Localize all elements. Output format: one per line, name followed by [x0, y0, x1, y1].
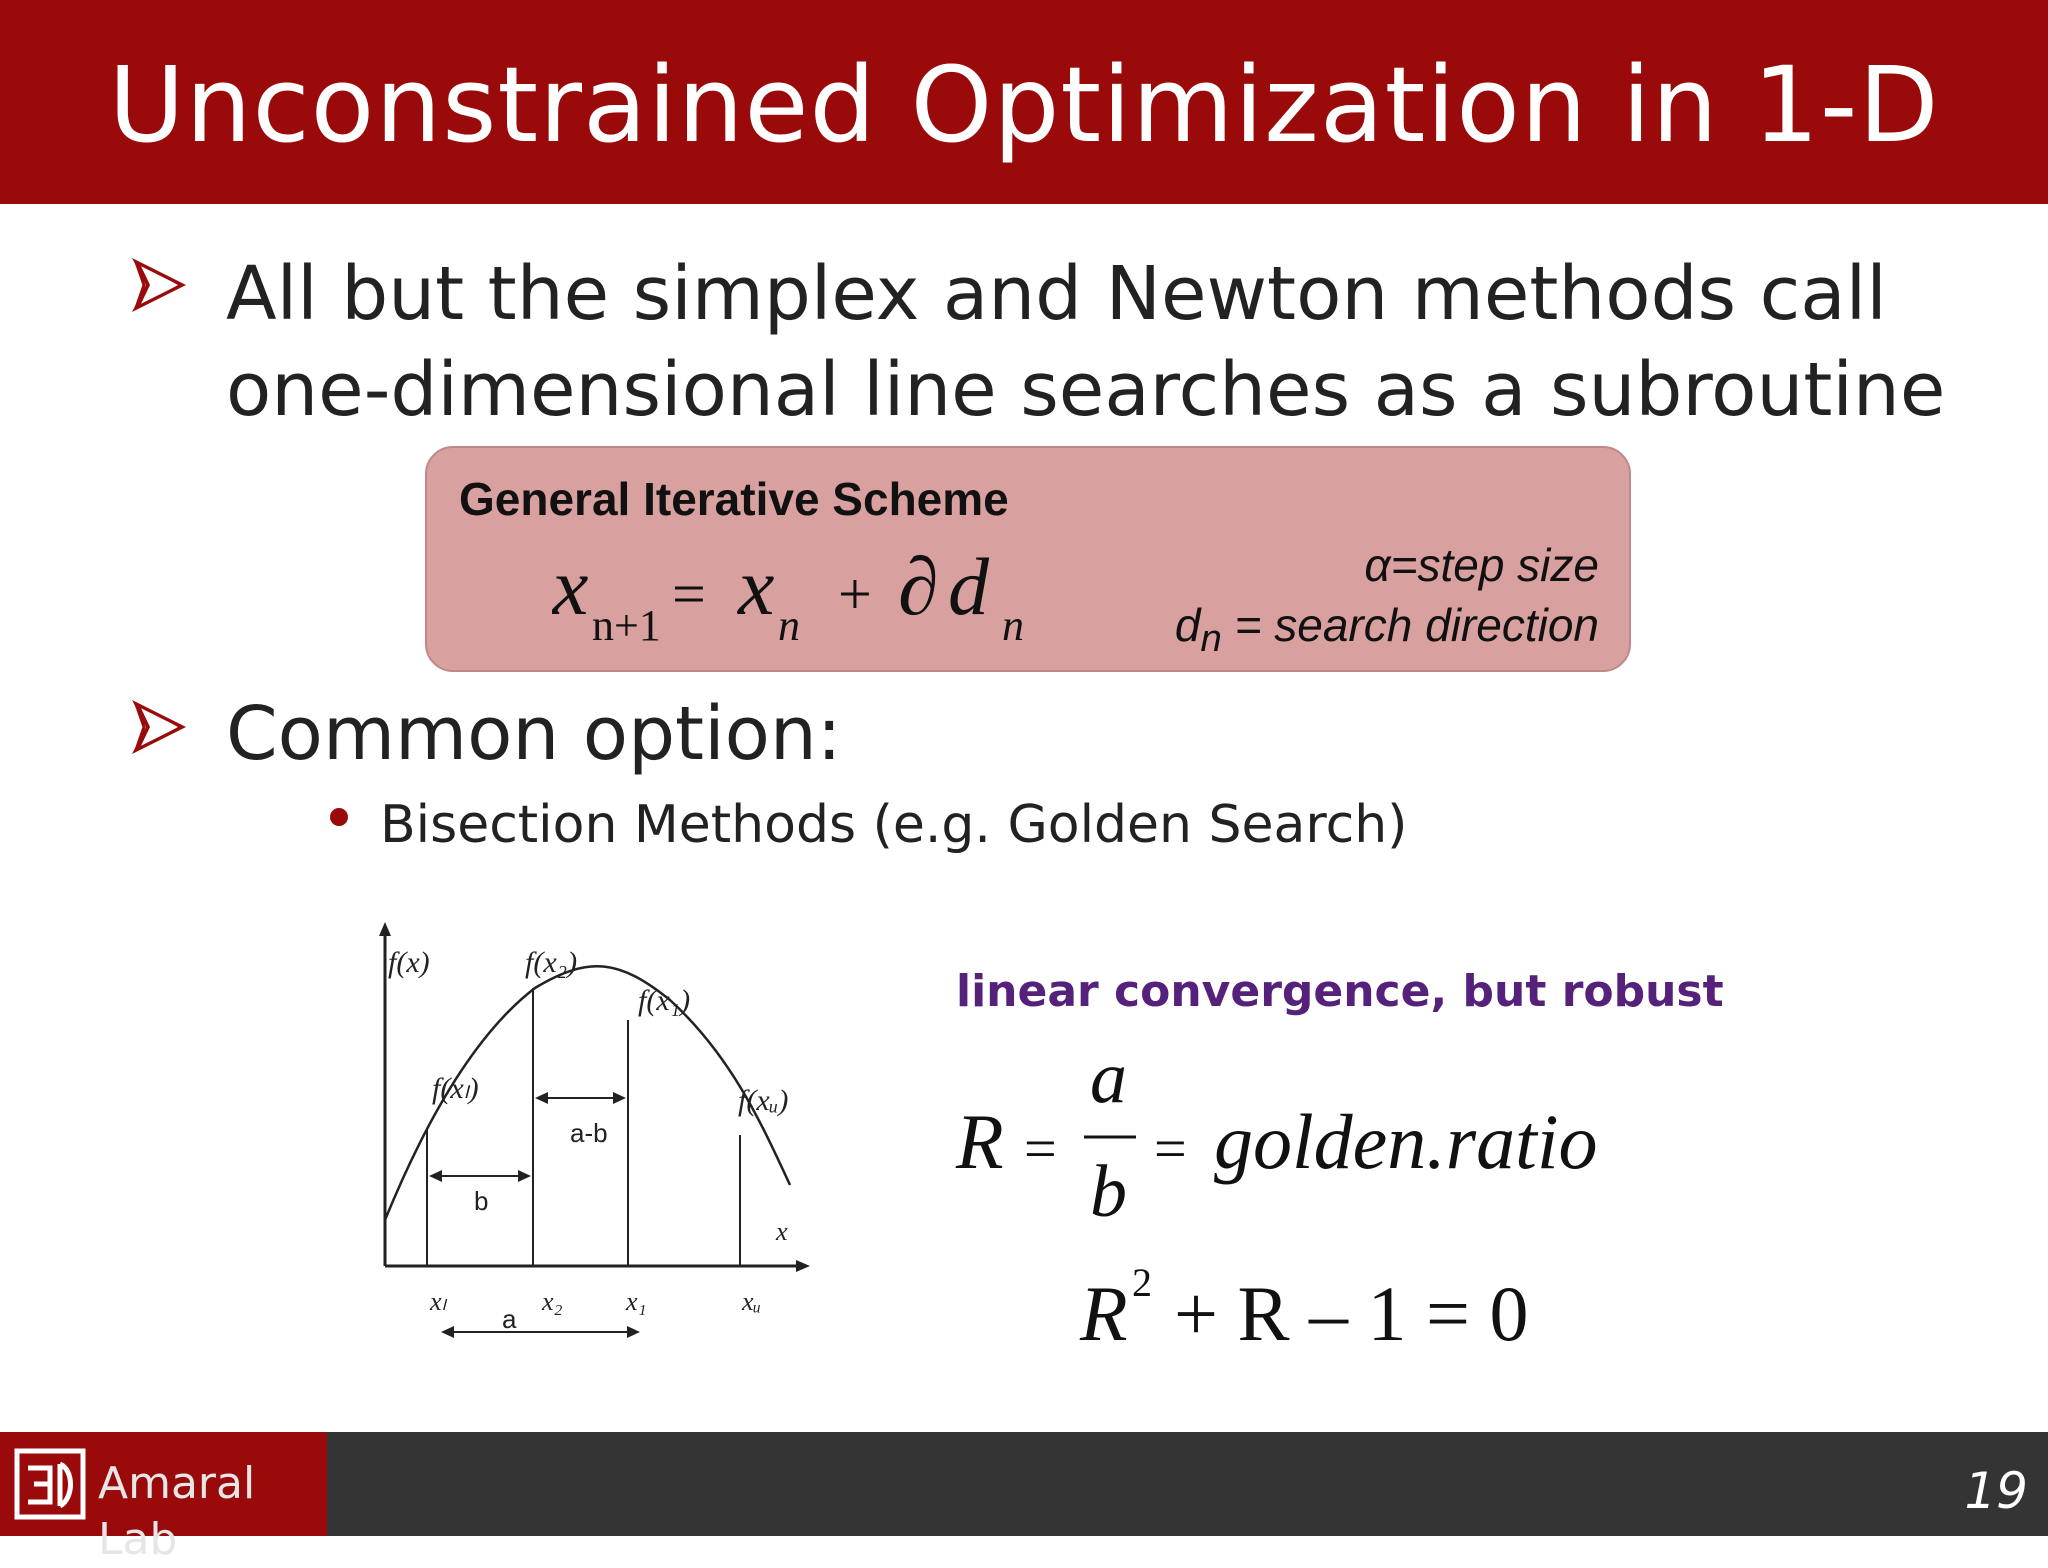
eq-alpha: ∂	[898, 541, 939, 632]
eq1-numerator: a	[1090, 1040, 1127, 1119]
footer-brand	[0, 1432, 327, 1565]
slide-title: Unconstrained Optimization in 1-D	[108, 44, 1940, 166]
brand-name: Amaral Lab	[98, 1458, 256, 1565]
tick-x1: x₁	[626, 1287, 647, 1316]
label-b: b	[474, 1186, 489, 1216]
label-a: a	[502, 1304, 517, 1334]
eq2-rest: + R – 1 = 0	[1174, 1270, 1529, 1357]
iterative-scheme-equation	[552, 532, 1072, 652]
label-f-xu: f(xᵤ)	[738, 1084, 789, 1117]
eq-x: x	[552, 541, 589, 632]
arrow-bullet-icon	[128, 696, 188, 758]
eq-xn: x	[738, 541, 775, 632]
iterative-scheme-box	[425, 446, 1631, 672]
convergence-label: linear convergence, but robust	[956, 966, 1724, 1017]
golden-ratio-equation	[950, 1040, 1630, 1240]
note-d: d	[1174, 599, 1201, 651]
eq-d: d	[948, 541, 989, 632]
eq1-equals-2: =	[1154, 1116, 1187, 1181]
eq1-R: R	[956, 1098, 1004, 1185]
eq-sub-n2: n	[1002, 601, 1024, 650]
amaral-lab-logo-icon	[14, 1448, 86, 1520]
eq-sub-n: n	[778, 601, 800, 650]
bullet-text-2: Common option:	[226, 691, 842, 777]
arrow-bullet-icon	[128, 254, 188, 316]
label-a-minus-b: a-b	[570, 1118, 608, 1148]
label-x-axis: x	[776, 1217, 788, 1246]
eq1-denominator: b	[1090, 1151, 1127, 1233]
footer-bar	[0, 1432, 2048, 1565]
eq-plus: +	[838, 561, 872, 627]
eq1-golden-ratio: golden.ratio	[1214, 1098, 1598, 1185]
tick-x2: x₂	[542, 1287, 563, 1316]
eq1-equals: =	[1024, 1116, 1057, 1181]
note-d-sub: n	[1200, 617, 1222, 661]
eq2-exponent: 2	[1132, 1260, 1152, 1305]
sub-bullet-dot	[330, 808, 348, 826]
quadratic-equation	[1070, 1250, 1530, 1360]
label-f-x: f(x)	[388, 946, 430, 979]
y-axis-arrow	[379, 922, 391, 936]
eq-equals: =	[672, 561, 706, 627]
eq2-R: R	[1080, 1270, 1128, 1357]
note-rest: = search direction	[1221, 599, 1599, 651]
label-f-xl: f(xₗ)	[432, 1072, 479, 1105]
title-bar	[0, 0, 2048, 204]
eq-sub-n-plus-1: n+1	[592, 601, 661, 650]
step-size-note: α=step size	[1364, 539, 1599, 591]
label-f-x2: f(x₂)	[525, 946, 578, 979]
scheme-title: General Iterative Scheme	[459, 473, 1009, 525]
search-direction-note	[1175, 598, 1599, 661]
tick-xu: xᵤ	[742, 1287, 762, 1316]
golden-search-diagram	[370, 920, 830, 1350]
sub-bullet-text: Bisection Methods (e.g. Golden Search)	[380, 795, 1408, 855]
label-f-x1: f(x₁)	[638, 984, 691, 1017]
x-axis-arrow	[796, 1260, 810, 1272]
tick-xl: xₗ	[430, 1287, 446, 1316]
bullet-text-1: All but the simplex and Newton methods call one-dimensional line searches as a subroutine	[226, 251, 1946, 433]
page-number: 19	[1964, 1462, 2028, 1520]
